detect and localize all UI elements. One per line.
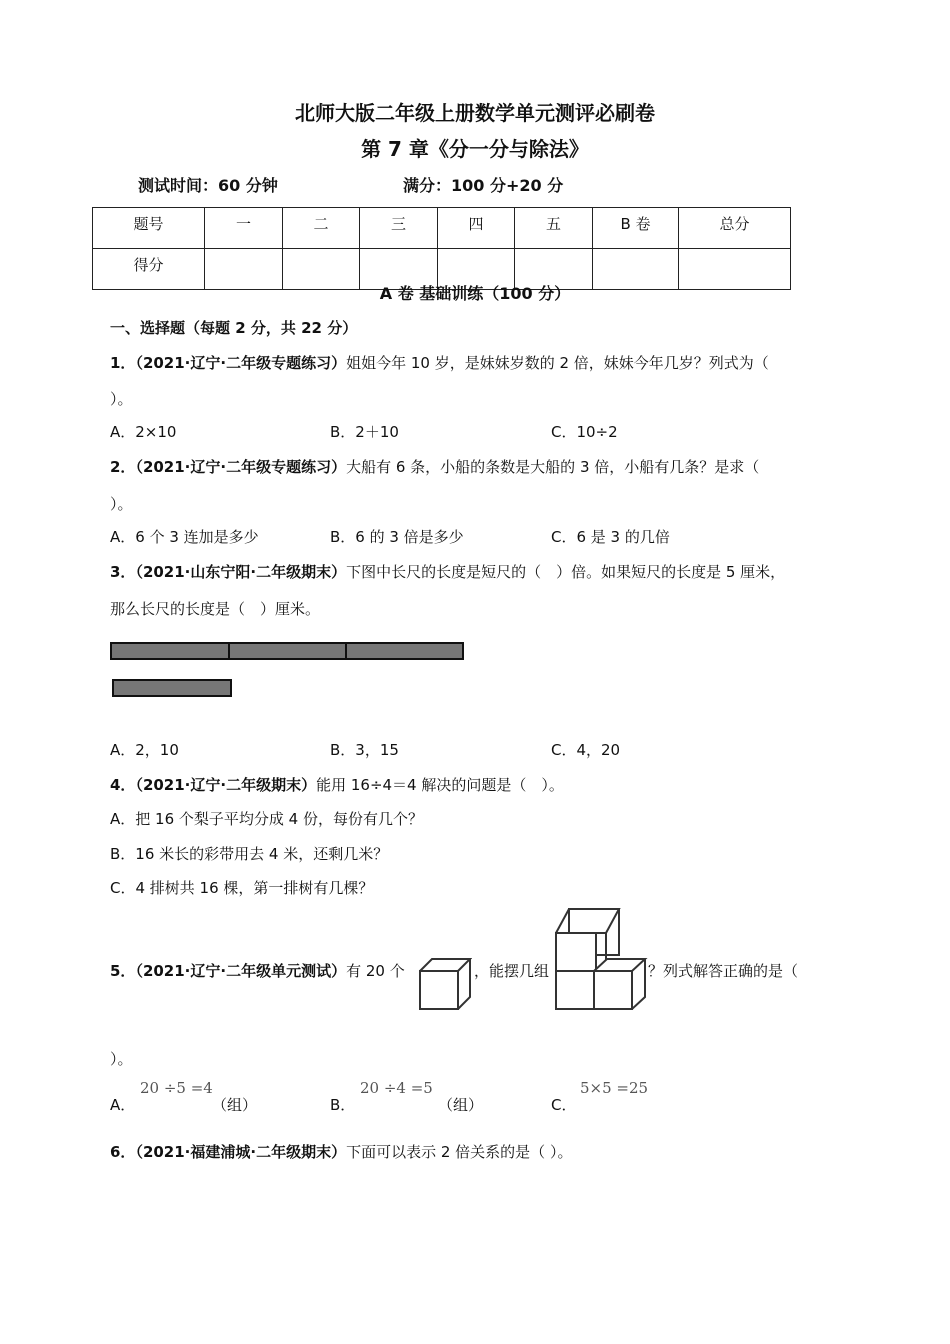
part-one-title: 一、选择题（每题 2 分，共 22 分） xyxy=(110,319,358,337)
question-5 xyxy=(110,960,405,981)
ruler-segment-divider xyxy=(228,644,230,658)
q5-option-c[interactable] xyxy=(551,1094,576,1115)
question-6 xyxy=(110,1141,572,1162)
q3-option-a[interactable]: A．2，10 xyxy=(110,741,179,759)
score-table-header: 一 xyxy=(205,208,283,249)
score-table-header: B 卷 xyxy=(593,208,679,249)
q5-option-a[interactable] xyxy=(110,1094,135,1115)
long-ruler xyxy=(110,642,464,660)
q3-option-b[interactable]: B．3，15 xyxy=(330,741,399,759)
q1-option-c[interactable]: C．10÷2 xyxy=(551,423,618,441)
option-label: B． xyxy=(330,1096,356,1114)
question-1-continuation: ）。 xyxy=(110,390,133,408)
question-number: 4． xyxy=(110,776,136,794)
question-number: 2． xyxy=(110,458,136,476)
q4-option-a[interactable]: A．把 16 个梨子平均分成 4 份，每份有几个？ xyxy=(110,810,423,828)
q5-option-a-unit: （组） xyxy=(212,1096,258,1114)
score-table-header: 二 xyxy=(283,208,360,249)
question-text: 能用 16÷4＝4 解决的问题是（ ）。 xyxy=(316,776,564,794)
q4-option-c[interactable]: C．4 排树共 16 棵，第一排树有几棵？ xyxy=(110,879,374,897)
question-2 xyxy=(110,456,759,477)
q5-option-b[interactable] xyxy=(330,1094,355,1115)
question-5-text-middle: ，能摆几组 xyxy=(474,962,550,980)
question-source: （2021·辽宁·二年级专题练习） xyxy=(135,458,347,476)
score-row-label: 得分 xyxy=(93,249,205,290)
question-text: 下图中长尺的长度是短尺的（ ）倍。如果短尺的长度是 5 厘米， xyxy=(346,563,786,581)
q1-option-a[interactable]: A．2×10 xyxy=(110,423,177,441)
score-table-header: 四 xyxy=(438,208,515,249)
question-source: （2021·辽宁·二年级期末） xyxy=(135,776,317,794)
question-text: 大船有 6 条，小船的条数是大船的 3 倍，小船有几条？是求（ xyxy=(346,458,760,476)
question-source: （2021·山东宁阳·二年级期末） xyxy=(135,563,347,581)
question-source: （2021·辽宁·二年级单元测试） xyxy=(135,962,347,980)
option-label: C． xyxy=(551,1096,577,1114)
q5-option-c-formula: 5×5 =25 xyxy=(580,1079,649,1097)
question-source: （2021·辽宁·二年级专题练习） xyxy=(135,354,347,372)
question-number: 3． xyxy=(110,563,136,581)
question-number: 5． xyxy=(110,962,136,980)
document-title: 北师大版二年级上册数学单元测评必刷卷 xyxy=(295,101,655,125)
question-text: 姐姐今年 10 岁，是妹妹岁数的 2 倍，妹妹今年几岁？列式为（ xyxy=(346,354,769,372)
q5-option-b-formula: 20 ÷4 =5 xyxy=(360,1079,433,1097)
score-table-header: 五 xyxy=(515,208,593,249)
score-table-header: 三 xyxy=(360,208,438,249)
test-time: 测试时间：60 分钟 xyxy=(138,176,278,195)
q1-option-b[interactable]: B．2＋10 xyxy=(330,423,399,441)
q5-option-a-formula: 20 ÷5 =4 xyxy=(140,1079,213,1097)
q5-option-b-unit: （组） xyxy=(438,1096,484,1114)
question-5-text-end: ？列式解答正确的是（ xyxy=(648,962,799,980)
cube-group-icon xyxy=(553,905,649,1011)
question-text: 下面可以表示 2 倍关系的是（ ）。 xyxy=(346,1143,573,1161)
ruler-segment-divider xyxy=(345,644,347,658)
q3-option-c[interactable]: C．4，20 xyxy=(551,741,621,759)
q2-option-c[interactable]: C．6 是 3 的几倍 xyxy=(551,528,670,546)
full-score: 满分：100 分+20 分 xyxy=(403,176,564,195)
question-text: 有 20 个 xyxy=(346,962,405,980)
question-4 xyxy=(110,774,564,795)
question-3-continuation: 那么长尺的长度是（ ）厘米。 xyxy=(110,600,321,618)
question-1 xyxy=(110,352,769,373)
q2-option-b[interactable]: B．6 的 3 倍是多少 xyxy=(330,528,464,546)
question-source: （2021·福建浦城·二年级期末） xyxy=(135,1143,347,1161)
q4-option-b[interactable]: B．16 米长的彩带用去 4 米，还剩几米？ xyxy=(110,845,389,863)
question-3 xyxy=(110,561,785,582)
q2-option-a[interactable]: A．6 个 3 连加是多少 xyxy=(110,528,259,546)
section-a-title: A 卷 基础训练（100 分） xyxy=(379,284,571,303)
question-5-continuation: ）。 xyxy=(110,1050,133,1068)
score-table-header: 题号 xyxy=(93,208,205,249)
question-2-continuation: ）。 xyxy=(110,495,133,513)
score-table-header-row xyxy=(93,208,791,249)
option-label: A． xyxy=(110,1096,136,1114)
question-number: 1． xyxy=(110,354,136,372)
cube-icon xyxy=(418,955,472,1011)
question-number: 6． xyxy=(110,1143,136,1161)
score-table xyxy=(92,207,791,290)
short-ruler xyxy=(112,679,232,697)
score-table-header: 总分 xyxy=(679,208,791,249)
chapter-title: 第 7 章《分一分与除法》 xyxy=(361,137,589,161)
